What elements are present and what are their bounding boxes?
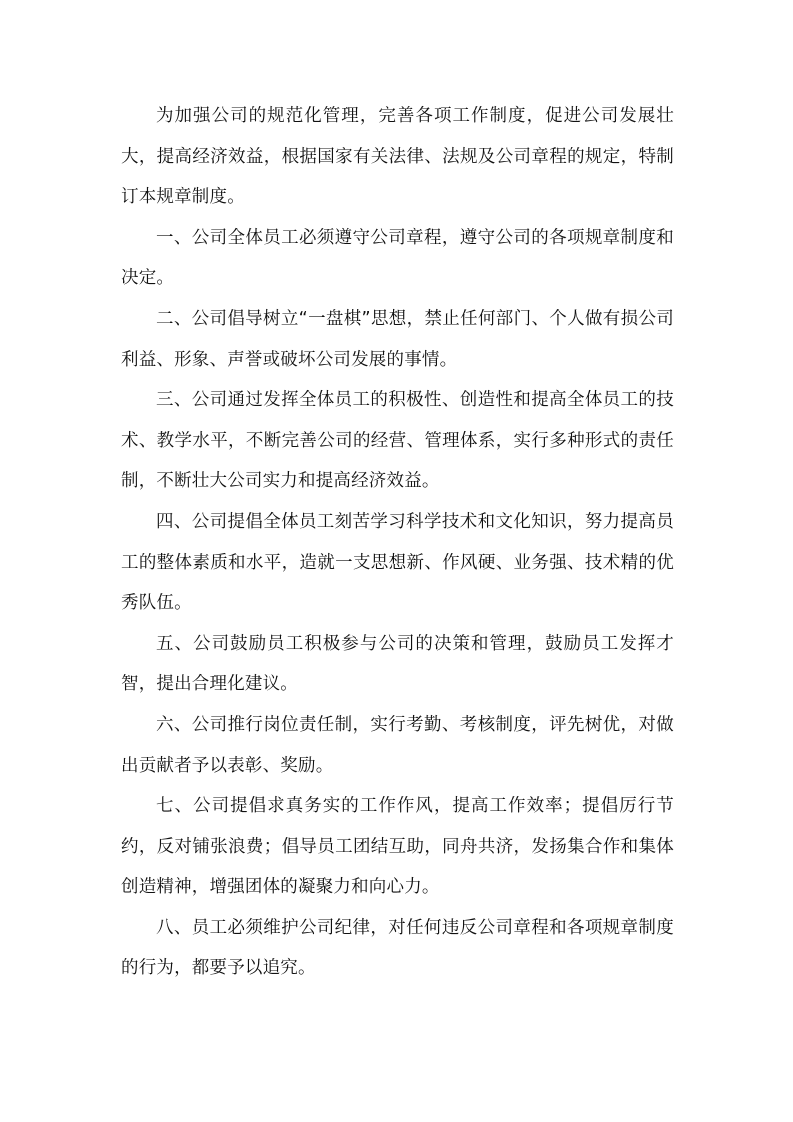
article-2-paragraph: 二、公司倡导树立“一盘棋”思想，禁止任何部门、个人做有损公司利益、形象、声誉或破坏公司发展的事情。 (121, 308, 674, 370)
article-6-paragraph: 六、公司推行岗位责任制，实行考勤、考核制度，评先树优，对做出贡献者予以表彰、奖励。 (121, 714, 674, 776)
document-body (121, 96, 674, 989)
article-1-paragraph: 一、公司全体员工必须遵守公司章程，遵守公司的各项规章制度和决定。 (121, 227, 674, 289)
article-3-paragraph: 三、公司通过发挥全体员工的积极性、创造性和提高全体员工的技术、教学水平，不断完善公司的经营、管理体系，实行多种形式的责任制，不断壮大公司实力和提高经济效益。 (121, 390, 674, 492)
intro-paragraph: 为加强公司的规范化管理，完善各项工作制度，促进公司发展壮大，提高经济效益，根据国家有关法律、法规及公司章程的规定，特制订本规章制度。 (121, 106, 674, 208)
article-7-paragraph: 七、公司提倡求真务实的工作作风，提高工作效率；提倡厉行节约，反对铺张浪费；倡导员工团结互助，同舟共济，发扬集合作和集体创造精神，增强团体的凝聚力和向心力。 (121, 796, 674, 898)
article-5-paragraph: 五、公司鼓励员工积极参与公司的决策和管理，鼓励员工发挥才智，提出合理化建议。 (121, 633, 674, 695)
article-8-paragraph: 八、员工必须维护公司纪律，对任何违反公司章程和各项规章制度的行为，都要予以追究。 (121, 917, 674, 979)
article-4-paragraph: 四、公司提倡全体员工刻苦学习科学技术和文化知识，努力提高员工的整体素质和水平，造就一支思想新、作风硬、业务强、技术精的优秀队伍。 (121, 511, 674, 614)
